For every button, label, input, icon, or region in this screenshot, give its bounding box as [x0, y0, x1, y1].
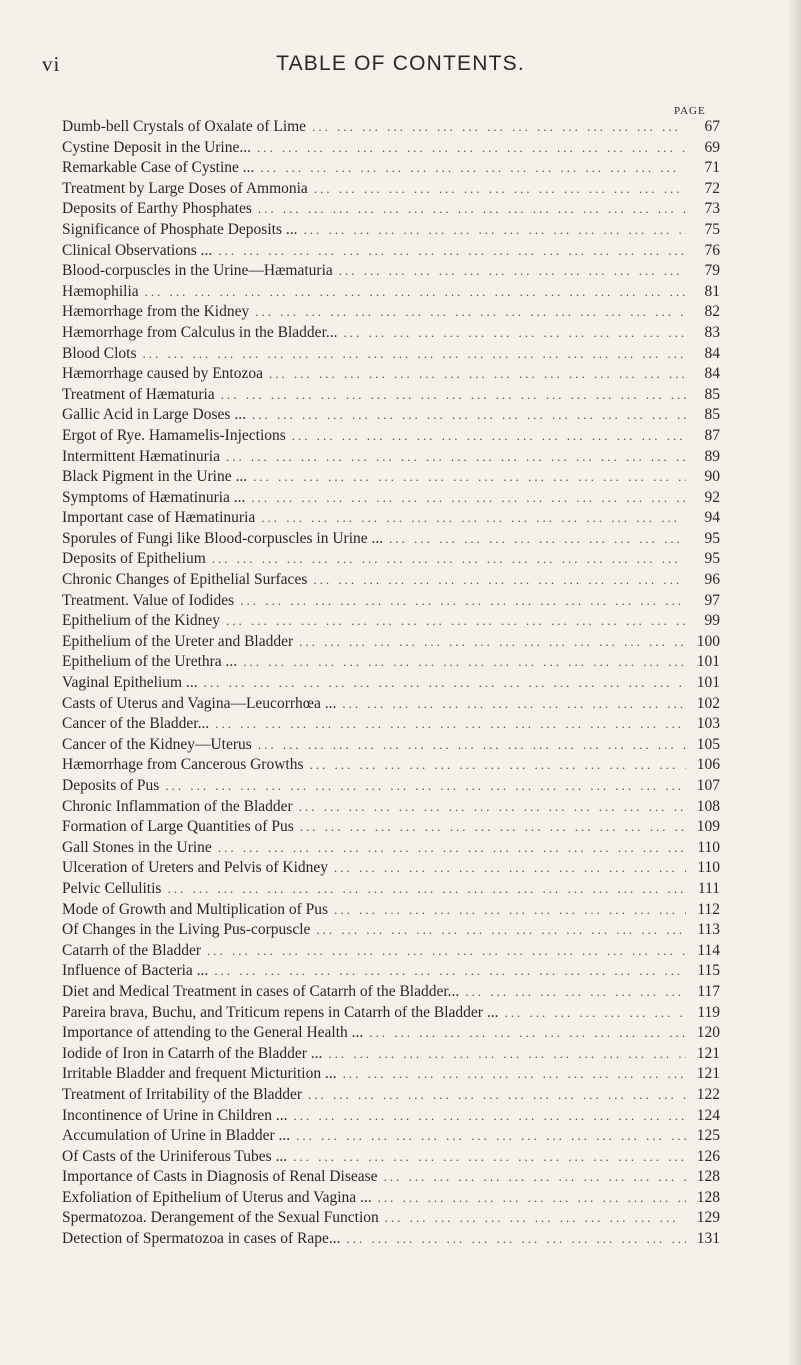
toc-entry-title: Ergot of Rye. Hamamelis-Injections	[62, 426, 286, 444]
dot-leader	[342, 694, 686, 715]
toc-entry-title: Irritable Bladder and frequent Micturition ...	[62, 1065, 337, 1083]
toc-entry	[62, 508, 720, 529]
toc-entry-page: 121	[696, 1044, 720, 1062]
toc-entry	[62, 776, 720, 797]
toc-entry	[62, 652, 720, 673]
toc-entry-title: Importance of attending to the General Health ...	[62, 1024, 364, 1042]
toc-entry-title: Sporules of Fungi like Blood-corpuscles in Urine ...	[62, 529, 384, 547]
toc-entry-title: Deposits of Earthy Phosphates	[62, 200, 252, 218]
toc-entry	[62, 1208, 720, 1229]
toc-entry-page: 79	[704, 262, 720, 280]
toc-entry-title: Clinical Observations ...	[62, 241, 213, 259]
toc-entry	[62, 158, 720, 179]
toc-entry-title: Spermatozoa. Derangement of the Sexual Function	[62, 1209, 379, 1227]
toc-entry-title: Hæmophilia	[62, 282, 139, 300]
dot-leader	[316, 920, 686, 941]
dot-leader	[204, 673, 686, 694]
toc-entry-page: 113	[697, 921, 720, 939]
toc-entry-title: Pelvic Cellulitis	[62, 879, 162, 897]
running-title: TABLE OF CONTENTS.	[276, 52, 525, 75]
dot-leader	[309, 755, 686, 776]
dot-leader	[378, 1188, 686, 1209]
toc-entry	[62, 755, 720, 776]
toc-entry	[62, 1229, 720, 1250]
dot-leader	[334, 900, 686, 921]
dot-leader	[344, 323, 687, 344]
table-of-contents	[62, 117, 720, 1250]
toc-entry-title: Catarrh of the Bladder	[62, 941, 202, 959]
dot-leader	[346, 1229, 686, 1250]
toc-entry-page: 99	[704, 612, 720, 630]
toc-entry	[62, 1085, 720, 1106]
toc-entry	[62, 117, 720, 138]
dot-leader	[218, 838, 686, 859]
dot-leader	[207, 941, 686, 962]
toc-entry-title: Hæmorrhage from Calculus in the Bladder...	[62, 323, 338, 341]
toc-entry-title: Remarkable Case of Cystine ...	[62, 159, 255, 177]
toc-entry-page: 121	[696, 1065, 720, 1083]
dot-leader	[218, 241, 686, 262]
dot-leader	[343, 1064, 686, 1085]
toc-entry-page: 108	[696, 797, 720, 815]
toc-entry-page: 101	[696, 674, 720, 692]
toc-entry	[62, 426, 720, 447]
toc-entry-page: 67	[704, 118, 720, 135]
toc-entry	[62, 302, 720, 323]
toc-entry-title: Deposits of Epithelium	[62, 550, 206, 568]
dot-leader	[269, 364, 686, 385]
toc-entry	[62, 632, 720, 653]
toc-entry	[62, 282, 720, 303]
toc-entry	[62, 364, 720, 385]
dot-leader	[214, 961, 686, 982]
dot-leader	[292, 426, 686, 447]
toc-entry-page: 85	[704, 406, 720, 424]
toc-entry-page: 69	[704, 138, 720, 156]
toc-entry	[62, 694, 720, 715]
dot-leader	[165, 776, 686, 797]
toc-entry	[62, 714, 720, 735]
toc-entry-title: Of Changes in the Living Pus-corpuscle	[62, 921, 311, 939]
dot-leader	[258, 199, 686, 220]
dot-leader	[385, 1208, 686, 1229]
toc-entry-title: Gall Stones in the Urine	[62, 838, 212, 856]
toc-entry-page: 105	[696, 735, 720, 753]
dot-leader	[369, 1023, 686, 1044]
toc-entry-page: 90	[704, 468, 720, 486]
dot-leader	[308, 1085, 686, 1106]
toc-entry	[62, 1106, 720, 1127]
toc-entry	[62, 344, 720, 365]
toc-entry	[62, 1167, 720, 1188]
toc-entry	[62, 220, 720, 241]
dot-leader	[251, 488, 686, 509]
toc-entry-page: 112	[697, 900, 720, 918]
toc-entry-title: Of Casts of the Uriniferous Tubes ...	[62, 1147, 288, 1165]
toc-entry-title: Intermittent Hæmatinuria	[62, 447, 220, 465]
toc-entry-page: 84	[704, 344, 720, 362]
toc-entry-page: 111	[697, 879, 720, 897]
toc-entry-page: 71	[704, 159, 720, 177]
toc-entry-title: Cancer of the Bladder...	[62, 715, 210, 733]
dot-leader	[243, 652, 686, 673]
toc-entry-page: 94	[704, 509, 720, 527]
toc-entry-page: 96	[704, 571, 720, 589]
toc-entry-page: 124	[696, 1106, 720, 1124]
toc-entry	[62, 467, 720, 488]
toc-entry-title: Black Pigment in the Urine ...	[62, 468, 248, 486]
toc-entry	[62, 405, 720, 426]
toc-entry	[62, 179, 720, 200]
toc-entry-title: Hæmorrhage from the Kidney	[62, 303, 250, 321]
toc-entry	[62, 570, 720, 591]
toc-entry-page: 76	[704, 241, 720, 259]
page-header	[0, 52, 801, 82]
toc-entry-title: Chronic Changes of Epithelial Surfaces	[62, 571, 308, 589]
toc-entry-title: Hæmorrhage from Cancerous Growths	[62, 756, 304, 774]
dot-leader	[226, 447, 686, 468]
toc-entry	[62, 920, 720, 941]
toc-entry-title: Chronic Inflammation of the Bladder	[62, 797, 293, 815]
dot-leader	[252, 405, 686, 426]
dot-leader	[257, 138, 686, 159]
dot-leader	[143, 344, 686, 365]
toc-entry	[62, 323, 720, 344]
toc-entry-page: 106	[696, 756, 720, 774]
toc-entry	[62, 982, 720, 1003]
toc-entry	[62, 858, 720, 879]
toc-entry	[62, 797, 720, 818]
dot-leader	[328, 1044, 686, 1065]
toc-entry-title: Ulceration of Ureters and Pelvis of Kidney	[62, 859, 329, 877]
toc-entry-page: 129	[696, 1209, 720, 1227]
toc-entry-page: 117	[697, 982, 720, 1000]
dot-leader	[314, 179, 686, 200]
toc-entry-title: Diet and Medical Treatment in cases of Catarrh of the Bladder...	[62, 982, 460, 1000]
dot-leader	[226, 611, 686, 632]
toc-entry-page: 87	[704, 426, 720, 444]
toc-entry-title: Influence of Bacteria ...	[62, 962, 209, 980]
toc-entry	[62, 673, 720, 694]
dot-leader	[299, 632, 686, 653]
toc-entry	[62, 488, 720, 509]
toc-entry	[62, 900, 720, 921]
toc-entry-title: Epithelium of the Ureter and Bladder	[62, 632, 294, 650]
dot-leader	[167, 879, 686, 900]
toc-entry	[62, 1044, 720, 1065]
toc-entry-page: 102	[696, 694, 720, 712]
toc-entry-page: 97	[704, 591, 720, 609]
dot-leader	[240, 591, 686, 612]
toc-entry-title: Importance of Casts in Diagnosis of Renal Disease	[62, 1168, 378, 1186]
toc-entry-title: Symptoms of Hæmatinuria ...	[62, 488, 246, 506]
toc-entry-page: 107	[696, 777, 720, 794]
dot-leader	[504, 1003, 686, 1024]
dot-leader	[260, 158, 686, 179]
toc-entry-page: 89	[704, 447, 720, 465]
dot-leader	[303, 220, 686, 241]
toc-entry-title: Hæmorrhage caused by Entozoa	[62, 365, 264, 383]
toc-entry-title: Epithelium of the Urethra ...	[62, 653, 238, 671]
toc-entry-page: 85	[704, 385, 720, 403]
toc-entry-title: Treatment of Irritability of the Bladder	[62, 1085, 303, 1103]
toc-entry-page: 115	[697, 962, 720, 980]
toc-entry-title: Pareira brava, Buchu, and Triticum repens in Catarrh of the Bladder ...	[62, 1003, 499, 1021]
page-edge-shadow	[787, 0, 801, 1365]
toc-entry	[62, 529, 720, 550]
toc-entry	[62, 1188, 720, 1209]
toc-entry	[62, 735, 720, 756]
dot-leader	[255, 302, 686, 323]
toc-entry-page: 84	[704, 365, 720, 383]
toc-entry-page: 110	[697, 859, 720, 877]
toc-entry-title: Cancer of the Kidney—Uterus	[62, 735, 252, 753]
toc-entry	[62, 591, 720, 612]
toc-entry	[62, 1147, 720, 1168]
toc-entry-title: Treatment. Value of Iodides	[62, 591, 235, 609]
toc-entry-title: Blood Clots	[62, 344, 137, 362]
toc-entry	[62, 817, 720, 838]
toc-entry	[62, 261, 720, 282]
dot-leader	[212, 549, 686, 570]
toc-entry-page: 72	[704, 179, 720, 197]
toc-entry	[62, 611, 720, 632]
toc-entry-page: 128	[696, 1168, 720, 1186]
dot-leader	[145, 282, 686, 303]
toc-entry-page: 119	[697, 1003, 720, 1021]
toc-entry-page: 101	[696, 653, 720, 671]
dot-leader	[253, 467, 686, 488]
page-column-label: PAGE	[674, 105, 706, 117]
toc-entry-title: Incontinence of Urine in Children ...	[62, 1106, 288, 1124]
toc-entry-title: Mode of Growth and Multiplication of Pus	[62, 900, 329, 918]
toc-entry-title: Deposits of Pus	[62, 777, 160, 794]
toc-entry-page: 95	[704, 529, 720, 547]
toc-entry-title: Vaginal Epithelium ...	[62, 674, 198, 692]
toc-entry-page: 125	[696, 1127, 720, 1145]
toc-entry-page: 131	[696, 1230, 720, 1248]
dot-leader	[299, 797, 686, 818]
toc-entry-title: Gallic Acid in Large Doses ...	[62, 406, 246, 424]
toc-entry-page: 126	[696, 1147, 720, 1165]
toc-entry-title: Important case of Hæmatinuria	[62, 509, 256, 527]
dot-leader	[300, 817, 686, 838]
toc-entry-page: 122	[696, 1085, 720, 1103]
toc-entry	[62, 447, 720, 468]
toc-entry	[62, 1003, 720, 1024]
toc-entry-page: 75	[704, 220, 720, 238]
toc-entry-title: Iodide of Iron in Catarrh of the Bladder ...	[62, 1044, 323, 1062]
toc-entry-page: 120	[696, 1024, 720, 1042]
toc-entry-page: 110	[697, 838, 720, 856]
dot-leader	[334, 858, 686, 879]
dot-leader	[339, 261, 686, 282]
dot-leader	[221, 385, 686, 406]
dot-leader	[313, 570, 686, 591]
toc-entry-title: Blood-corpuscles in the Urine—Hæmaturia	[62, 262, 333, 280]
toc-entry-page: 73	[704, 200, 720, 218]
toc-entry-title: Detection of Spermatozoa in cases of Rape...	[62, 1230, 341, 1248]
toc-entry-title: Significance of Phosphate Deposits ...	[62, 220, 298, 238]
page-number: vi	[42, 52, 61, 76]
toc-entry	[62, 941, 720, 962]
toc-entry-title: Treatment by Large Doses of Ammonia	[62, 179, 308, 197]
toc-entry-page: 128	[696, 1188, 720, 1206]
toc-entry-title: Dumb-bell Crystals of Oxalate of Lime	[62, 118, 307, 135]
toc-entry	[62, 241, 720, 262]
toc-entry-page: 95	[704, 550, 720, 568]
toc-entry-page: 81	[704, 282, 720, 300]
dot-leader	[293, 1147, 686, 1168]
toc-entry-title: Formation of Large Quantities of Pus	[62, 818, 294, 836]
toc-entry	[62, 1064, 720, 1085]
toc-entry-page: 82	[704, 303, 720, 321]
toc-entry-title: Epithelium of the Kidney	[62, 612, 220, 630]
toc-entry	[62, 549, 720, 570]
toc-entry-page: 83	[704, 323, 720, 341]
toc-entry	[62, 1126, 720, 1147]
dot-leader	[294, 1106, 686, 1127]
toc-entry	[62, 138, 720, 159]
toc-entry-page: 109	[696, 818, 720, 836]
toc-entry-title: Accumulation of Urine in Bladder ...	[62, 1127, 291, 1145]
toc-entry-page: 92	[704, 488, 720, 506]
toc-entry-page: 114	[697, 941, 720, 959]
toc-entry-title: Casts of Uterus and Vagina—Leucorrhœa ...	[62, 694, 337, 712]
toc-entry	[62, 838, 720, 859]
dot-leader	[389, 529, 686, 550]
toc-entry	[62, 1023, 720, 1044]
dot-leader	[465, 982, 686, 1003]
dot-leader	[261, 508, 686, 529]
toc-entry	[62, 385, 720, 406]
toc-entry-title: Cystine Deposit in the Urine...	[62, 138, 251, 156]
dot-leader	[215, 714, 686, 735]
toc-entry	[62, 199, 720, 220]
toc-entry-title: Exfoliation of Epithelium of Uterus and Vagina ...	[62, 1188, 372, 1206]
toc-entry-title: Treatment of Hæmaturia	[62, 385, 215, 403]
dot-leader	[384, 1167, 686, 1188]
dot-leader	[312, 117, 686, 138]
toc-entry	[62, 879, 720, 900]
toc-entry-page: 100	[696, 632, 720, 650]
dot-leader	[296, 1126, 686, 1147]
toc-entry	[62, 961, 720, 982]
dot-leader	[258, 735, 686, 756]
toc-entry-page: 103	[696, 715, 720, 733]
